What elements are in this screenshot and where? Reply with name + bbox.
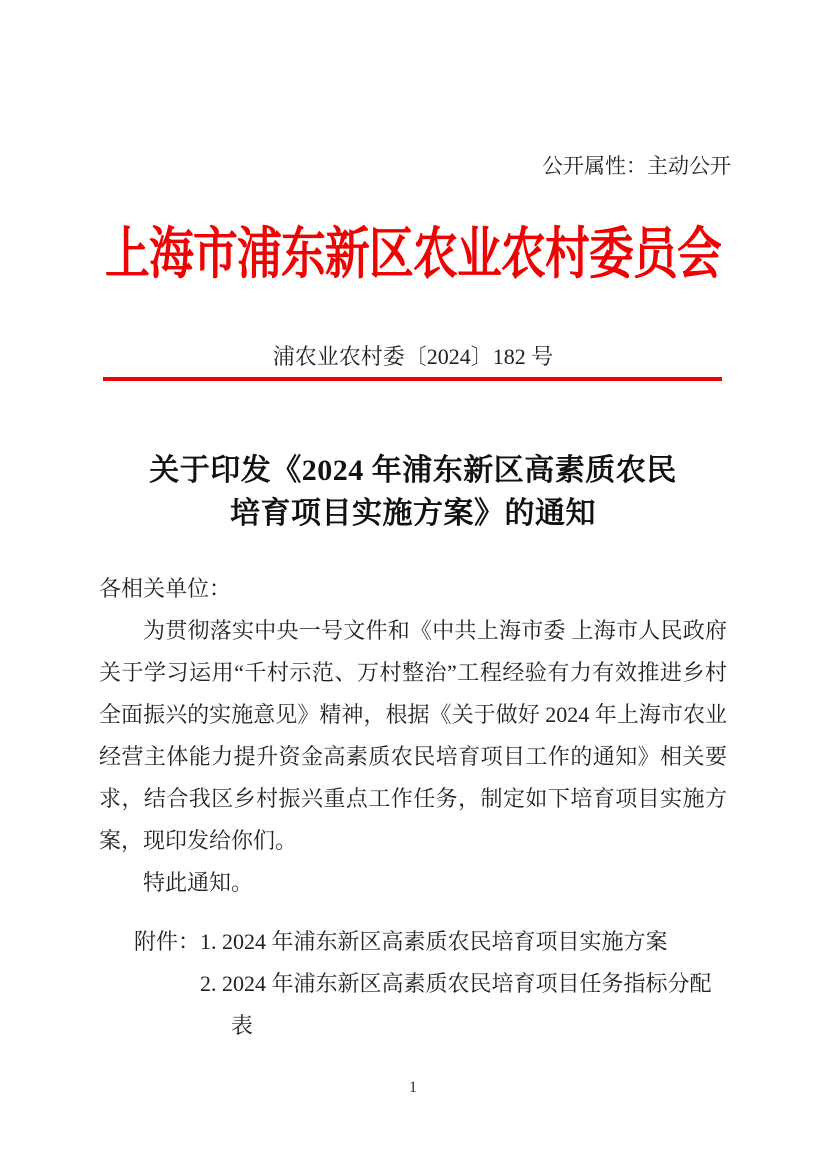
notice-title-line-2: 培育项目实施方案》的通知 [230, 497, 596, 530]
attachment-item-2: 2. 2024 年浦东新区高素质农民培育项目任务指标分配表 [200, 971, 712, 1038]
body-paragraph-2: 特此通知。 [143, 870, 254, 895]
disclosure-notice: 公开属性：主动公开 [542, 154, 731, 178]
salutation: 各相关单位： [99, 576, 232, 601]
page-number: 1 [409, 1079, 417, 1096]
attachments-section [134, 921, 728, 1047]
attachment-item-1: 1. 2024 年浦东新区高素质农民培育项目实施方案 [200, 929, 668, 954]
body-paragraph-1: 为贯彻落实中央一号文件和《中共上海市委 上海市人民政府关于学习运用“千村示范、万村整治”工程经验有力有效推进乡村全面振兴的实施意见》精神，根据《关于做好 2024 年上海市农业经营主体能力提升资金高素质农民培育项目工作的通知》相关要求，结合我区乡村振兴重点工作任务，制定如下培育项目实施方案，现印发给你们。 [99, 618, 727, 853]
notice-title [0, 449, 826, 535]
attachments-label: 附件： [134, 929, 201, 954]
attachments-list [200, 921, 728, 1047]
red-divider-line [103, 377, 722, 381]
document-number: 浦农业农村委〔2024〕182 号 [272, 344, 554, 369]
issuing-org-title: 上海市浦东新区农业农村委员会 [105, 224, 722, 286]
notice-body [99, 568, 727, 904]
notice-title-line-1: 关于印发《2024 年浦东新区高素质农民 [149, 454, 677, 487]
